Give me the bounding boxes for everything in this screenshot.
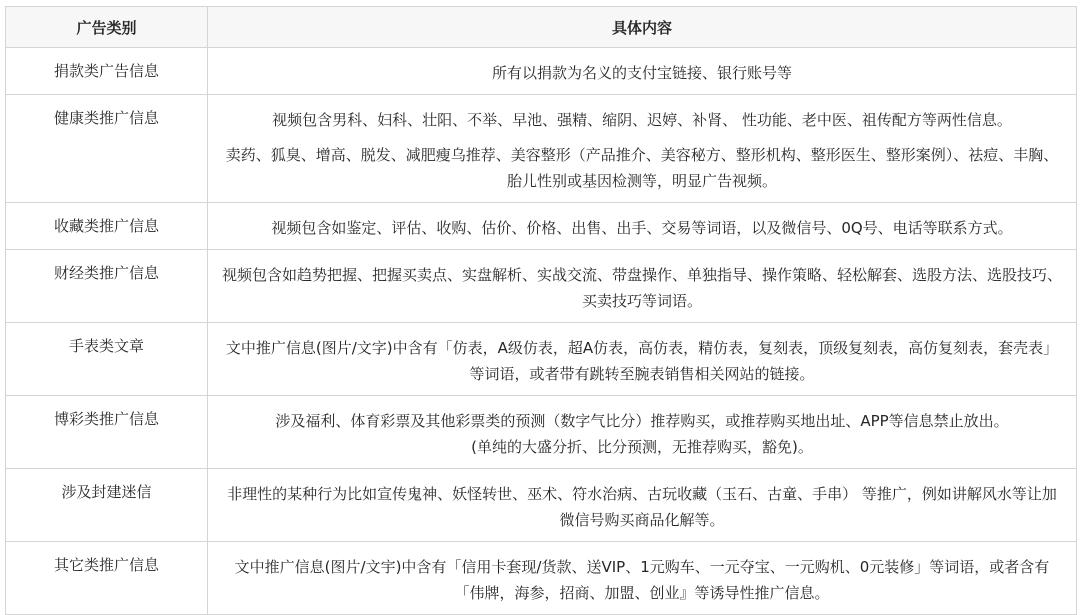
table-row bbox=[6, 469, 1077, 542]
ad-category-table bbox=[5, 6, 1077, 615]
content-cell bbox=[208, 48, 1077, 95]
table-row bbox=[6, 250, 1077, 323]
table-row bbox=[6, 95, 1077, 203]
table-row bbox=[6, 323, 1077, 396]
table-row bbox=[6, 396, 1077, 469]
category-cell: 健康类推广信息 bbox=[6, 95, 208, 203]
content-text: (单纯的大盛分折、比分预测，无推荐购买，豁免)。 bbox=[471, 438, 813, 456]
header-content: 具体内容 bbox=[208, 7, 1077, 48]
content-text: 涉及福利、体育彩票及其他彩票类的预测（数字气比分）推荐购买，或推荐购买地出址、APP等信息禁止放出。 bbox=[275, 412, 1009, 430]
content-cell bbox=[208, 542, 1077, 615]
content-text: 文中推广信息(图片/文字)中含有「仿表，A级仿表，超A仿表，高仿表，精仿表，复刻表，顶级复刻表，高仿复刻表，套壳表」等词语，或者带有跳转至腕表销售相关网站的链接。 bbox=[225, 339, 1059, 383]
content-cell bbox=[208, 396, 1077, 469]
content-text: 视频包含男科、妇科、壮阳、不举、早池、强精、缩阴、迟婷、补肾、 性功能、老中医、祖传配方等两性信息。 bbox=[272, 111, 1012, 129]
category-cell: 手表类文章 bbox=[6, 323, 208, 396]
category-cell: 捐款类广告信息 bbox=[6, 48, 208, 95]
content-cell bbox=[208, 95, 1077, 203]
content-text: 视频包含如趋势把握、把握买卖点、实盘解析、实战交流、带盘操作、单独指导、操作策略、轻松解套、选股方法、选股技巧、买卖技巧等词语。 bbox=[222, 266, 1063, 310]
content-cell bbox=[208, 323, 1077, 396]
category-cell: 其它类推广信息 bbox=[6, 542, 208, 615]
category-cell: 博彩类推广信息 bbox=[6, 396, 208, 469]
content-text: 非理性的某种行为比如宣传鬼神、妖怪转世、巫术、符水治病、古玩收藏（玉石、古童、手串） 等推广，例如讲解风水等让加微信号购买商品化解等。 bbox=[227, 485, 1057, 529]
header-row bbox=[6, 7, 1077, 48]
content-text: 视频包含如鉴定、评估、收购、估价、价格、出售、出手、交易等词语，以及微信号、0Q号、电话等联系方式。 bbox=[271, 219, 1013, 237]
table-row bbox=[6, 542, 1077, 615]
category-cell: 收藏类推广信息 bbox=[6, 203, 208, 250]
category-cell: 涉及封建迷信 bbox=[6, 469, 208, 542]
table-row bbox=[6, 48, 1077, 95]
content-text: 卖药、狐臭、增高、脱发、减肥瘦乌推荐、美容整形（产品推介、美容秘方、整形机构、整形医生、整形案例）、祛痘、丰胸、胎儿性别或基因检测等，明显广告视频。 bbox=[225, 146, 1059, 190]
category-cell: 财经类推广信息 bbox=[6, 250, 208, 323]
content-cell bbox=[208, 469, 1077, 542]
content-cell bbox=[208, 203, 1077, 250]
content-text: 所有以捐款为名义的支付宝链接、银行账号等 bbox=[491, 64, 792, 82]
header-category: 广告类别 bbox=[6, 7, 208, 48]
content-cell bbox=[208, 250, 1077, 323]
content-text: 文中推广信息(图片/文宇)中含有「信用卡套现/货款、送VIP、1元购车、一元夺宝、一元购机、0元装修」等词语，或者含有「伟牌，海参，招商、加盟、创业』等诱导性推广信息。 bbox=[234, 558, 1050, 602]
table-row bbox=[6, 203, 1077, 250]
